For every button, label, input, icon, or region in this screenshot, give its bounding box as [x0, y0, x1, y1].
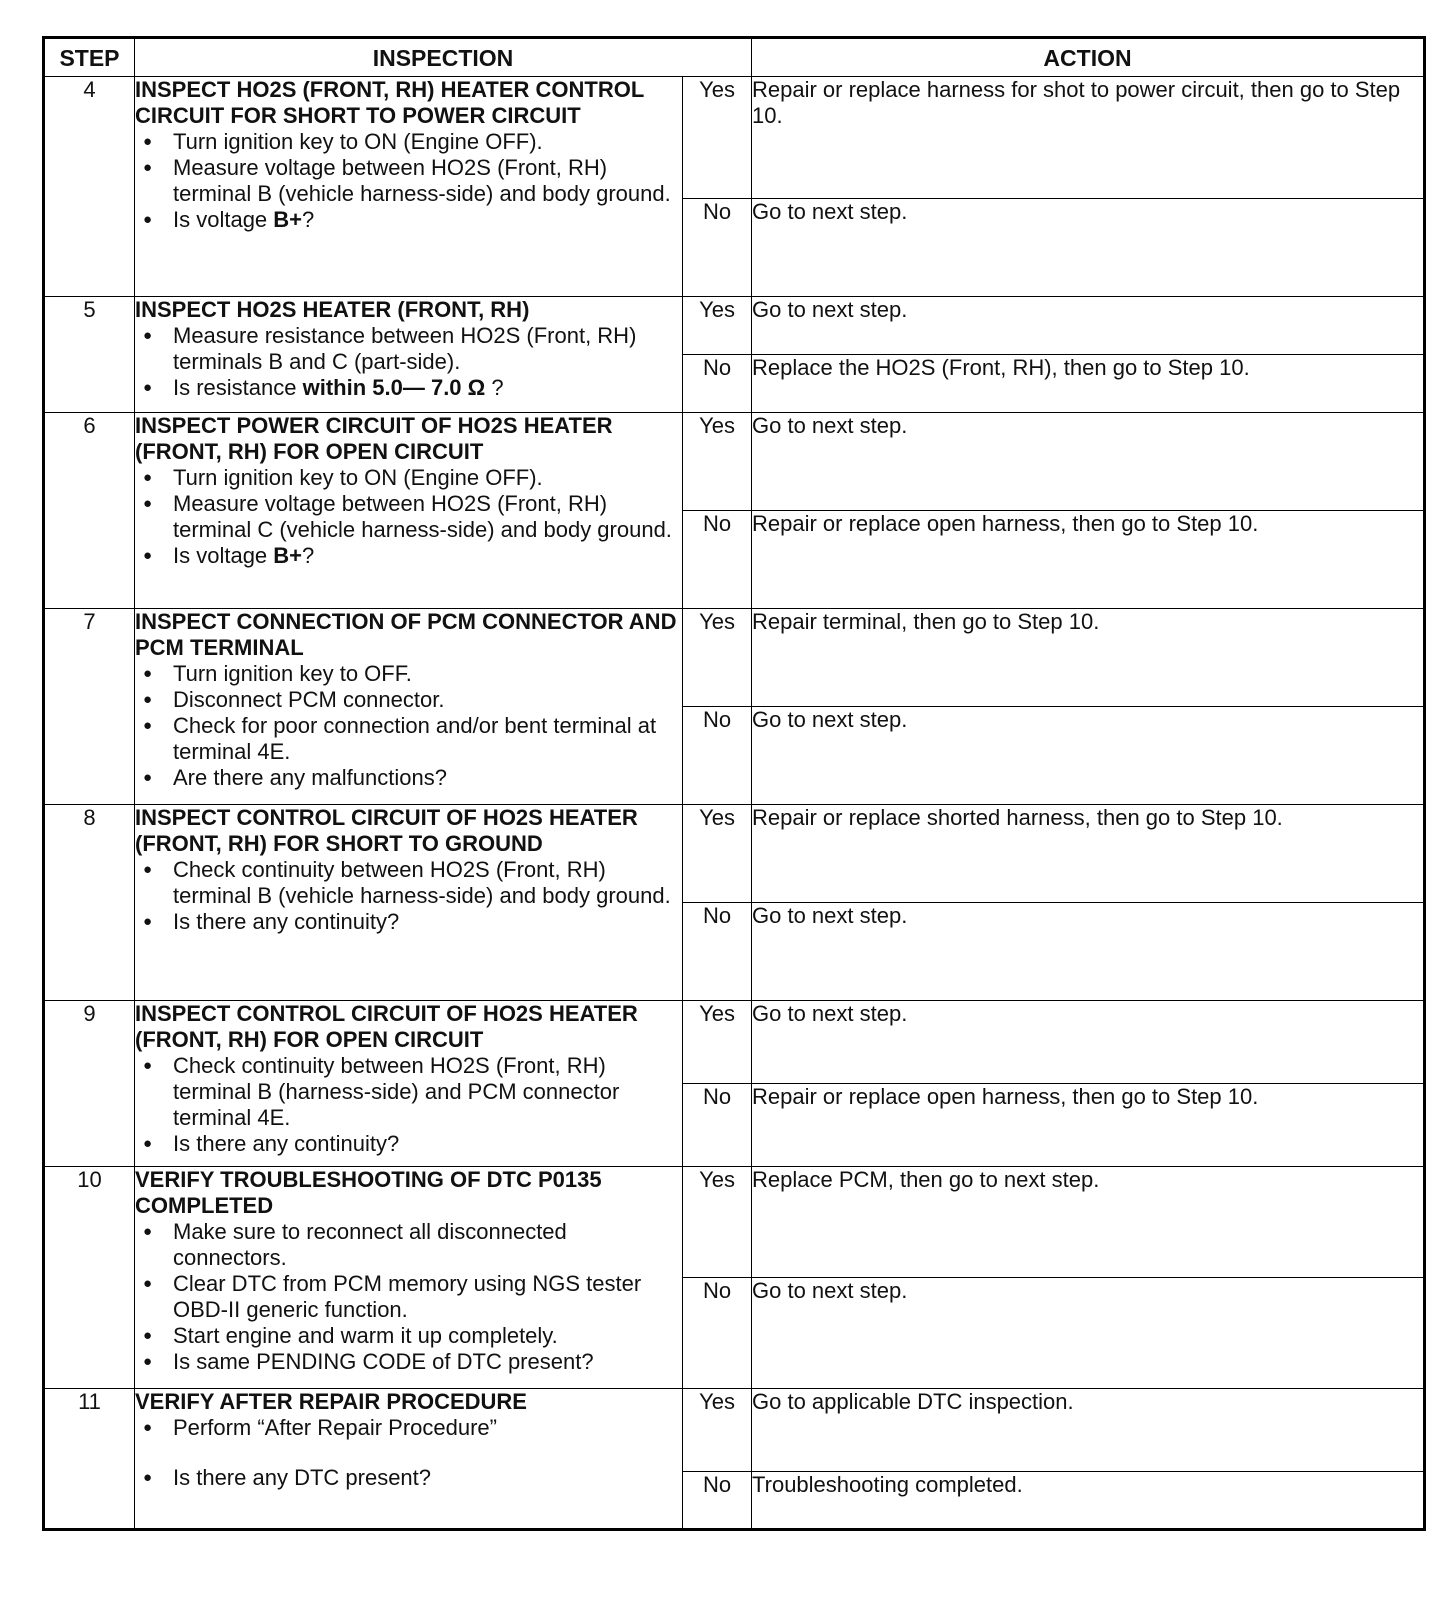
- table-row: [44, 805, 1425, 903]
- inspection-step-item: ● Measure voltage between HO2S (Front, RH) terminal C (vehicle harness-side) and body ground.: [173, 491, 682, 543]
- inspection-title: VERIFY AFTER REPAIR PROCEDURE: [135, 1389, 527, 1414]
- inspection-title: INSPECT HO2S HEATER (FRONT, RH): [135, 297, 530, 322]
- inspection-cell: [135, 1167, 683, 1389]
- yes-action: Repair or replace harness for shot to power circuit, then go to Step 10.: [752, 77, 1425, 199]
- inspection-step-item: ● Check continuity between HO2S (Front, RH) terminal B (vehicle harness-side) and body ground.: [173, 857, 682, 909]
- inspection-title: INSPECT CONTROL CIRCUIT OF HO2S HEATER (FRONT, RH) FOR SHORT TO GROUND: [135, 805, 638, 856]
- yes-action: Go to applicable DTC inspection.: [752, 1389, 1425, 1472]
- inspection-step-item: ● Turn ignition key to OFF.: [173, 661, 682, 687]
- inspection-step-item: ● Measure resistance between HO2S (Front, RH) terminals B and C (part-side).: [173, 323, 682, 375]
- yes-action: Replace PCM, then go to next step.: [752, 1167, 1425, 1278]
- inspection-step-item: ● Perform “After Repair Procedure”: [173, 1415, 682, 1441]
- yes-action: Go to next step.: [752, 297, 1425, 355]
- inspection-step-item: ● Check for poor connection and/or bent terminal at terminal 4E.: [173, 713, 682, 765]
- no-label: No: [683, 1084, 752, 1167]
- table-row: [44, 77, 1425, 199]
- table-row: [44, 1001, 1425, 1084]
- table-body: [44, 77, 1425, 1530]
- no-action: Troubleshooting completed.: [752, 1472, 1425, 1530]
- inspection-steps: [135, 661, 682, 791]
- inspection-steps: [135, 1219, 682, 1375]
- inspection-title: INSPECT CONNECTION OF PCM CONNECTOR AND PCM TERMINAL: [135, 609, 677, 660]
- yes-label: Yes: [683, 609, 752, 707]
- question-suffix: ?: [485, 375, 504, 400]
- inspection-cell: [135, 805, 683, 1001]
- question-text: Is there any continuity?: [173, 1131, 400, 1156]
- inspection-step-item: ● Disconnect PCM connector.: [173, 687, 682, 713]
- no-action: Repair or replace open harness, then go to Step 10.: [752, 511, 1425, 609]
- no-action: Go to next step.: [752, 1278, 1425, 1389]
- table-row: [44, 609, 1425, 707]
- question-text: Is same PENDING CODE of DTC present?: [173, 1349, 594, 1374]
- no-label: No: [683, 199, 752, 297]
- no-label: No: [683, 511, 752, 609]
- inspection-step-item: ● Check continuity between HO2S (Front, RH) terminal B (harness-side) and PCM connector terminal 4E.: [173, 1053, 682, 1131]
- question-suffix: ?: [302, 207, 315, 232]
- no-action: Go to next step.: [752, 199, 1425, 297]
- inspection-steps: [135, 857, 682, 935]
- inspection-question: [173, 207, 682, 233]
- question-text: Is voltage: [173, 207, 274, 232]
- question-text: Is voltage: [173, 543, 274, 568]
- question-text: Is there any continuity?: [173, 909, 400, 934]
- question-criterion: B+: [273, 207, 303, 232]
- no-action: Replace the HO2S (Front, RH), then go to Step 10.: [752, 355, 1425, 413]
- table-row: [44, 297, 1425, 355]
- yes-action: Go to next step.: [752, 1001, 1425, 1084]
- yes-label: Yes: [683, 1001, 752, 1084]
- step-number: 8: [44, 805, 135, 1001]
- inspection-question: [173, 1349, 682, 1375]
- question-suffix: ?: [302, 543, 315, 568]
- yes-action: Repair or replace shorted harness, then go to Step 10.: [752, 805, 1425, 903]
- inspection-steps: [135, 323, 682, 401]
- inspection-question: [173, 1131, 682, 1157]
- step-number: 5: [44, 297, 135, 413]
- inspection-title: VERIFY TROUBLESHOOTING OF DTC P0135 COMPLETED: [135, 1167, 602, 1218]
- step-number: 6: [44, 413, 135, 609]
- no-label: No: [683, 903, 752, 1001]
- inspection-step-item: ● Turn ignition key to ON (Engine OFF).: [173, 129, 682, 155]
- inspection-question: [173, 765, 682, 791]
- inspection-steps: [135, 1415, 682, 1491]
- step-number: 4: [44, 77, 135, 297]
- no-action: Go to next step.: [752, 903, 1425, 1001]
- yes-label: Yes: [683, 805, 752, 903]
- yes-action: Go to next step.: [752, 413, 1425, 511]
- inspection-title: INSPECT POWER CIRCUIT OF HO2S HEATER (FRONT, RH) FOR OPEN CIRCUIT: [135, 413, 613, 464]
- inspection-question: [173, 1465, 682, 1491]
- inspection-steps: [135, 1053, 682, 1157]
- inspection-question: [173, 909, 682, 935]
- yes-label: Yes: [683, 1389, 752, 1472]
- question-text: Are there any malfunctions?: [173, 765, 447, 790]
- no-label: No: [683, 355, 752, 413]
- inspection-steps: [135, 465, 682, 569]
- yes-label: Yes: [683, 1167, 752, 1278]
- inspection-step-item: ● Clear DTC from PCM memory using NGS tester OBD-II generic function.: [173, 1271, 682, 1323]
- table-row: [44, 1167, 1425, 1278]
- yes-label: Yes: [683, 77, 752, 199]
- table-row: [44, 413, 1425, 511]
- inspection-title: INSPECT HO2S (FRONT, RH) HEATER CONTROL CIRCUIT FOR SHORT TO POWER CIRCUIT: [135, 77, 644, 128]
- question-text: Is there any DTC present?: [173, 1465, 432, 1490]
- troubleshooting-table: [42, 36, 1426, 1531]
- no-label: No: [683, 707, 752, 805]
- inspection-cell: [135, 297, 683, 413]
- inspection-step-item: ● Make sure to reconnect all disconnected connectors.: [173, 1219, 682, 1271]
- yes-label: Yes: [683, 297, 752, 355]
- inspection-cell: [135, 1001, 683, 1167]
- question-text: Is resistance: [173, 375, 303, 400]
- inspection-cell: [135, 1389, 683, 1530]
- inspection-cell: [135, 77, 683, 297]
- no-label: No: [683, 1278, 752, 1389]
- no-label: No: [683, 1472, 752, 1530]
- inspection-question: [173, 543, 682, 569]
- inspection-step-item: ● Turn ignition key to ON (Engine OFF).: [173, 465, 682, 491]
- inspection-cell: [135, 609, 683, 805]
- question-criterion: within 5.0— 7.0 Ω: [302, 375, 486, 400]
- inspection-question: [173, 375, 682, 401]
- inspection-step-item: ● Measure voltage between HO2S (Front, RH) terminal B (vehicle harness-side) and body ground.: [173, 155, 682, 207]
- table-row: [44, 1389, 1425, 1472]
- header-row: [44, 38, 1425, 77]
- step-number: 9: [44, 1001, 135, 1167]
- step-number: 7: [44, 609, 135, 805]
- header-step: STEP: [44, 38, 135, 77]
- inspection-steps: [135, 129, 682, 233]
- inspection-step-item: ● Start engine and warm it up completely.: [173, 1323, 682, 1349]
- header-inspection: INSPECTION: [135, 38, 752, 77]
- header-action: ACTION: [752, 38, 1425, 77]
- no-action: Go to next step.: [752, 707, 1425, 805]
- inspection-title: INSPECT CONTROL CIRCUIT OF HO2S HEATER (FRONT, RH) FOR OPEN CIRCUIT: [135, 1001, 638, 1052]
- no-action: Repair or replace open harness, then go to Step 10.: [752, 1084, 1425, 1167]
- question-criterion: B+: [273, 543, 303, 568]
- step-number: 10: [44, 1167, 135, 1389]
- inspection-cell: [135, 413, 683, 609]
- yes-label: Yes: [683, 413, 752, 511]
- step-number: 11: [44, 1389, 135, 1530]
- yes-action: Repair terminal, then go to Step 10.: [752, 609, 1425, 707]
